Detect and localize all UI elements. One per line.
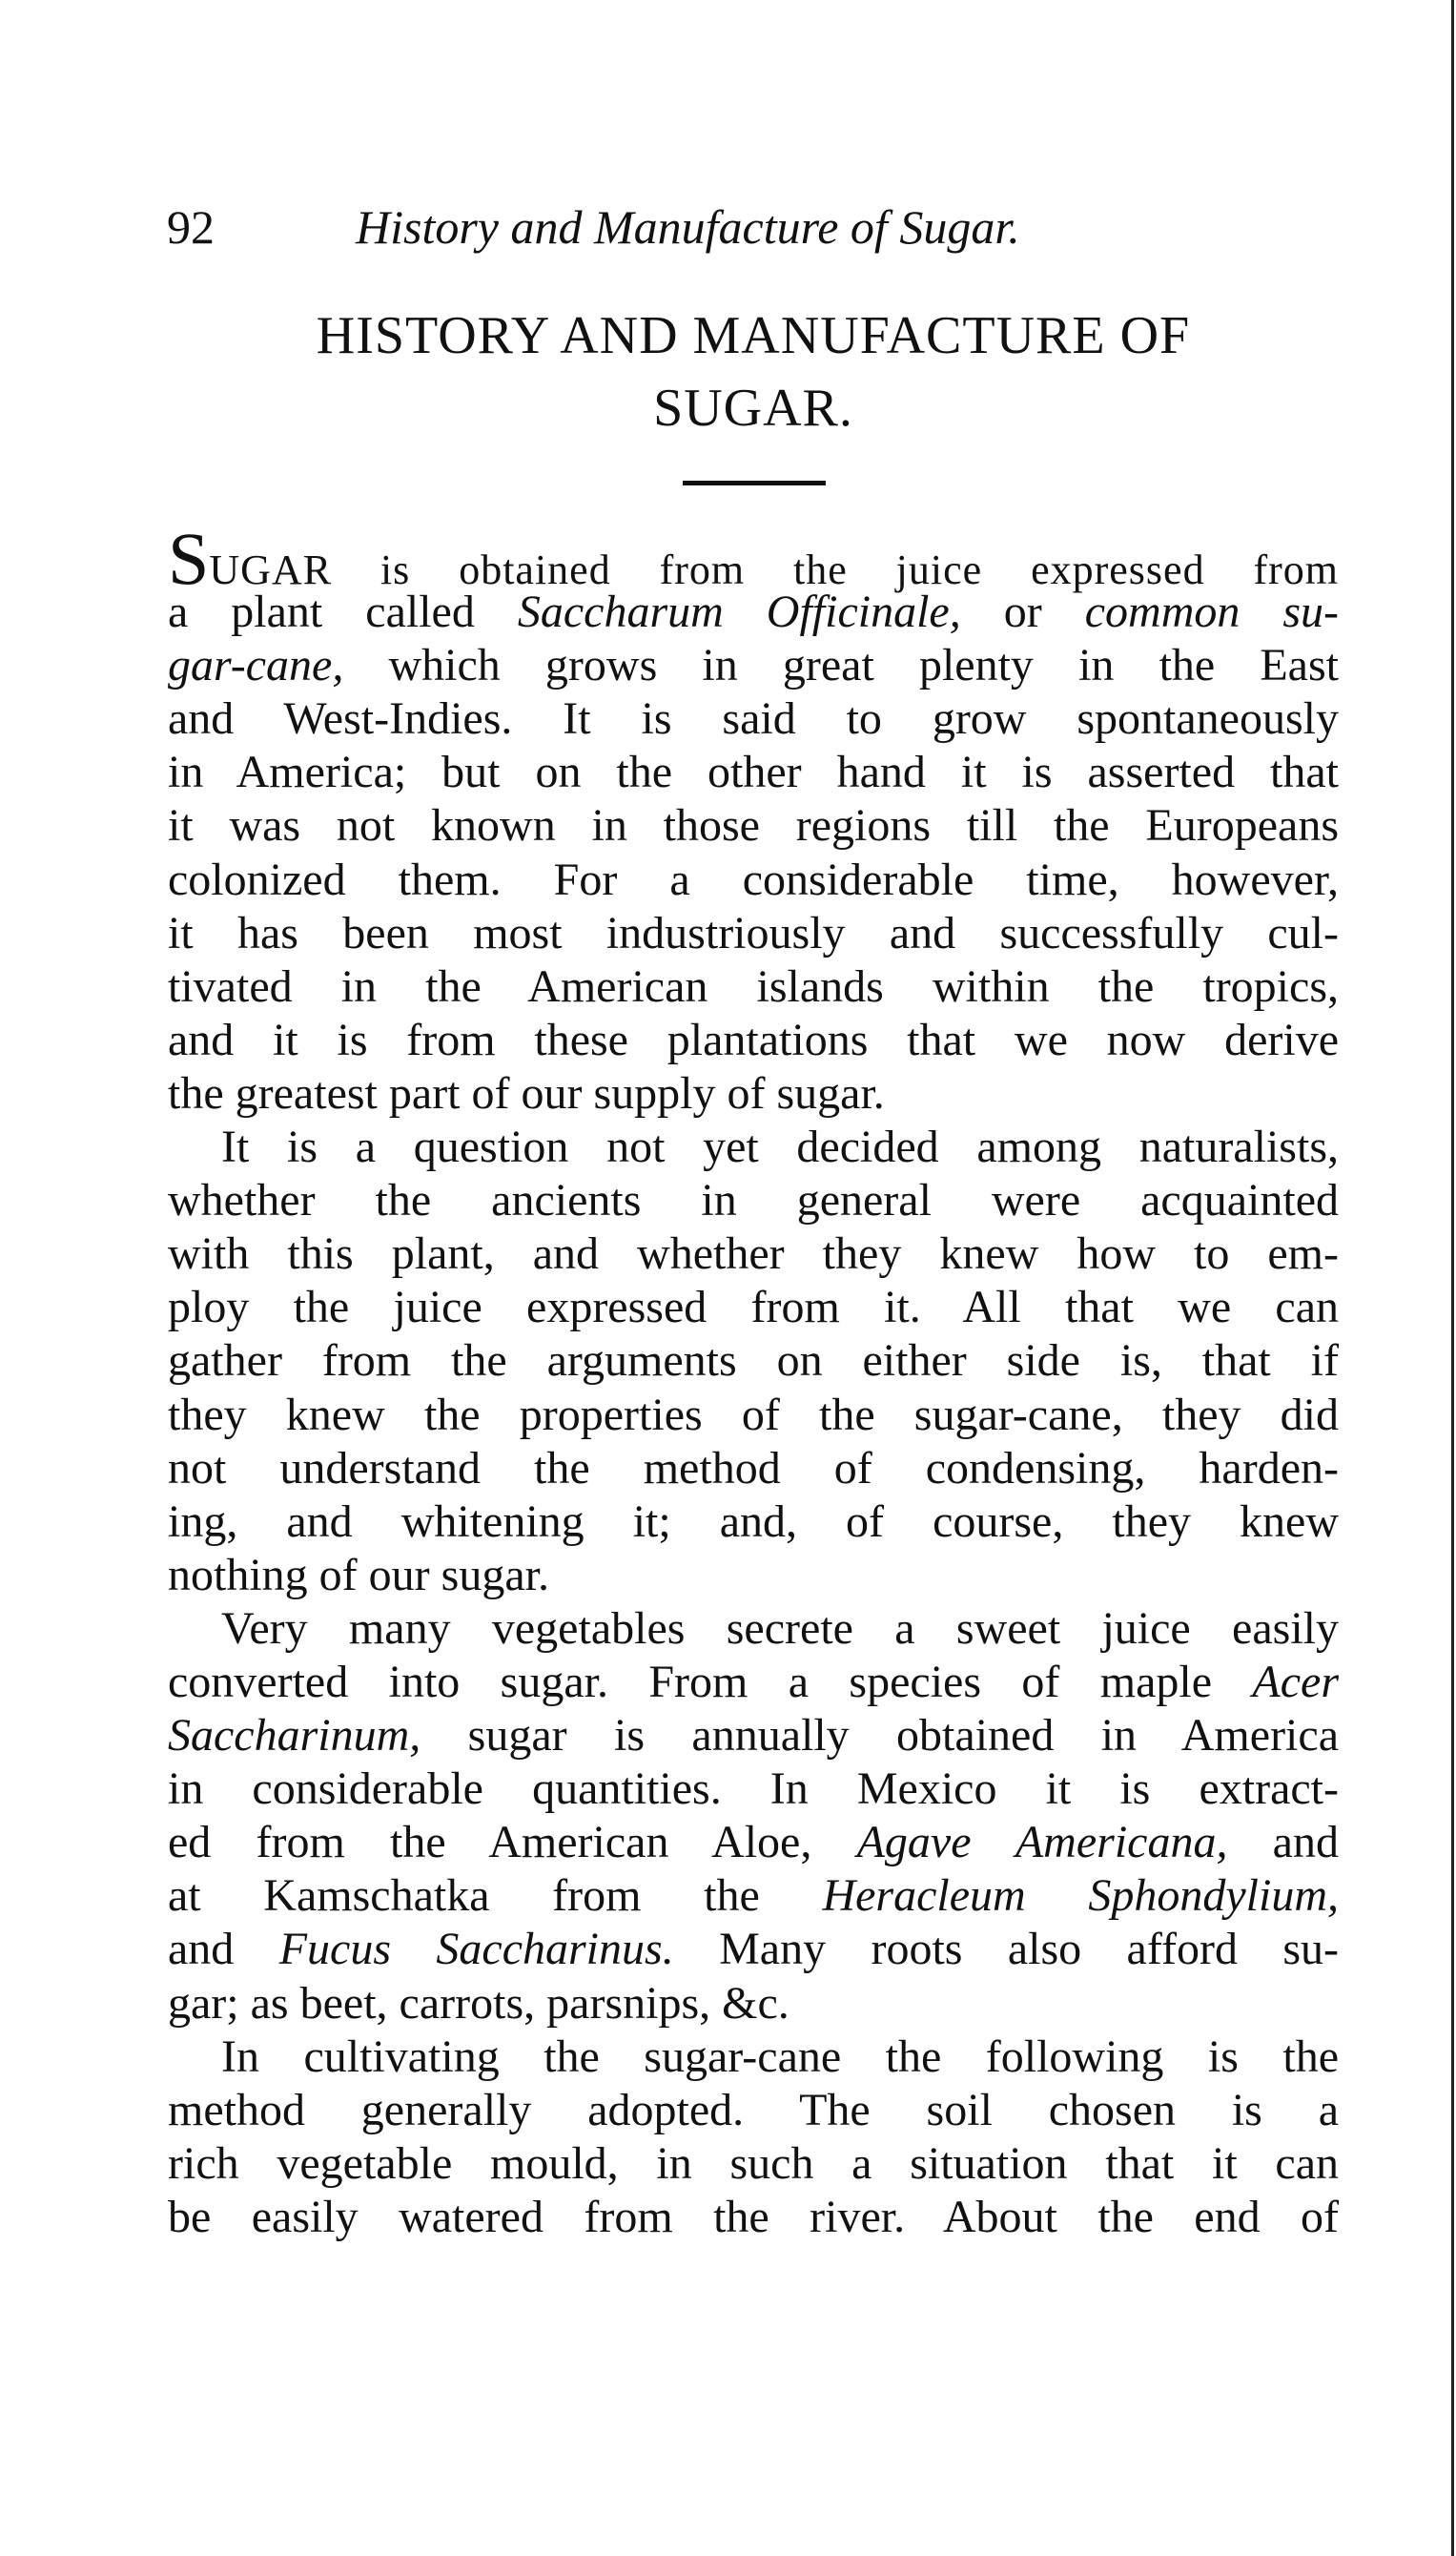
text-line: [168, 517, 1339, 600]
text-segment: and: [168, 1924, 279, 1975]
text-segment: ploy the juice expressed from it. All that we can: [168, 1282, 1339, 1333]
text-segment: not understand the method of condensing, harden-: [168, 1442, 1339, 1494]
text-segment: gather from the arguments on either side is, that if: [168, 1335, 1339, 1387]
text-segment: rich vegetable mould, in such a situation that it can: [168, 2137, 1339, 2189]
text-line: [168, 2191, 1339, 2244]
text-line: [168, 1602, 1339, 1656]
text-line: [168, 799, 1339, 853]
text-segment: they knew the properties of the sugar-cane, they did: [168, 1389, 1339, 1440]
text-segment: nothing of our sugar.: [168, 1549, 549, 1600]
text-segment: which grows in great plenty in the East: [343, 640, 1339, 691]
text-line: [168, 1334, 1339, 1388]
italic-term: common su-: [1084, 587, 1340, 638]
text-segment: at Kamschatka from the: [168, 1870, 823, 1922]
body-text: [168, 517, 1340, 2244]
text-line: [168, 1067, 1339, 1121]
text-segment: or: [960, 587, 1085, 638]
text-line: [168, 1923, 1339, 1976]
running-head: [167, 196, 1359, 258]
text-line: [168, 2084, 1339, 2137]
title-divider: [683, 481, 826, 485]
text-line: [168, 1869, 1339, 1923]
text-line: [168, 2137, 1339, 2191]
text-segment: the greatest part of our supply of sugar.: [168, 1067, 885, 1119]
text-segment: tivated in the American islands within the tropics,: [168, 960, 1339, 1012]
italic-term: Fucus Saccharinus.: [278, 1924, 674, 1975]
text-line: [168, 907, 1339, 960]
text-segment: In cultivating the sugar-cane the following is the: [221, 2030, 1339, 2082]
text-line: [168, 1014, 1339, 1067]
text-line: [168, 1281, 1339, 1334]
text-segment: in considerable quantities. In Mexico it is extract-: [168, 1763, 1339, 1815]
italic-term: Agave Americana,: [856, 1817, 1228, 1868]
text-line: [168, 1549, 1339, 1602]
text-segment: with this plant, and whether they knew how to em-: [168, 1228, 1339, 1280]
text-line: [168, 1495, 1339, 1549]
chapter-title: [191, 299, 1316, 444]
text-segment: gar; as beet, carrots, parsnips, &c.: [168, 1977, 790, 2029]
text-line: [168, 1816, 1339, 1869]
text-line: [168, 2030, 1339, 2084]
text-line: [168, 746, 1339, 799]
text-segment: converted into sugar. From a species of maple: [168, 1656, 1253, 1707]
text-segment: in America; but on the other hand it is asserted that: [168, 747, 1339, 798]
text-line: [168, 854, 1339, 907]
chapter-title-line-1: HISTORY AND MANUFACTURE OF: [316, 306, 1191, 365]
page-edge-rule: [1451, 0, 1454, 2556]
text-segment: colonized them. For a considerable time, however,: [168, 854, 1339, 905]
text-segment: Very many vegetables secrete a sweet juice easily: [221, 1602, 1339, 1654]
italic-term: gar-cane,: [168, 640, 344, 691]
text-line: [168, 960, 1339, 1014]
text-line: [168, 639, 1339, 692]
text-line: [168, 1977, 1339, 2030]
text-segment: ed from the American Aloe,: [168, 1817, 857, 1868]
text-segment: be easily watered from the river. About the end of: [168, 2191, 1339, 2242]
text-line: [168, 1762, 1339, 1816]
text-line: [168, 692, 1339, 746]
text-segment: and it is from these plantations that we now derive: [168, 1014, 1339, 1065]
text-segment: sugar is annually obtained in America: [420, 1710, 1339, 1762]
italic-term: Saccharinum,: [168, 1710, 421, 1762]
text-line: [168, 1389, 1339, 1442]
page-number: 92: [167, 200, 215, 254]
italic-term: Heracleum Sphondylium,: [822, 1870, 1339, 1922]
text-line: [168, 1656, 1339, 1709]
text-segment: method generally adopted. The soil chosen is a: [168, 2084, 1339, 2135]
opening-text: UGAR is obtained from the juice expressed from: [209, 546, 1339, 593]
text-line: [168, 1709, 1339, 1762]
text-line: [168, 1442, 1339, 1495]
text-segment: a plant called: [168, 587, 518, 638]
text-segment: it has been most industriously and successfully cul-: [168, 907, 1339, 958]
drop-cap: S: [168, 517, 210, 600]
text-segment: It is a question not yet decided among naturalists,: [221, 1122, 1339, 1173]
text-segment: and West-Indies. It is said to grow spontaneously: [168, 693, 1339, 745]
italic-term: Acer: [1252, 1656, 1339, 1707]
text-line: [168, 1121, 1339, 1174]
text-line: [168, 1174, 1339, 1227]
text-segment: ing, and whitening it; and, of course, they knew: [168, 1495, 1339, 1547]
text-segment: and: [1227, 1817, 1339, 1868]
text-segment: it was not known in those regions till the Europeans: [168, 800, 1339, 852]
chapter-title-line-2: SUGAR.: [653, 379, 853, 438]
italic-term: Saccharum Officinale,: [517, 587, 961, 638]
text-segment: Many roots also afford su-: [673, 1924, 1340, 1975]
text-line: [168, 586, 1339, 639]
text-segment: whether the ancients in general were acquainted: [168, 1175, 1339, 1226]
text-line: [168, 1227, 1339, 1281]
running-title: History and Manufacture of Sugar.: [356, 200, 1020, 254]
